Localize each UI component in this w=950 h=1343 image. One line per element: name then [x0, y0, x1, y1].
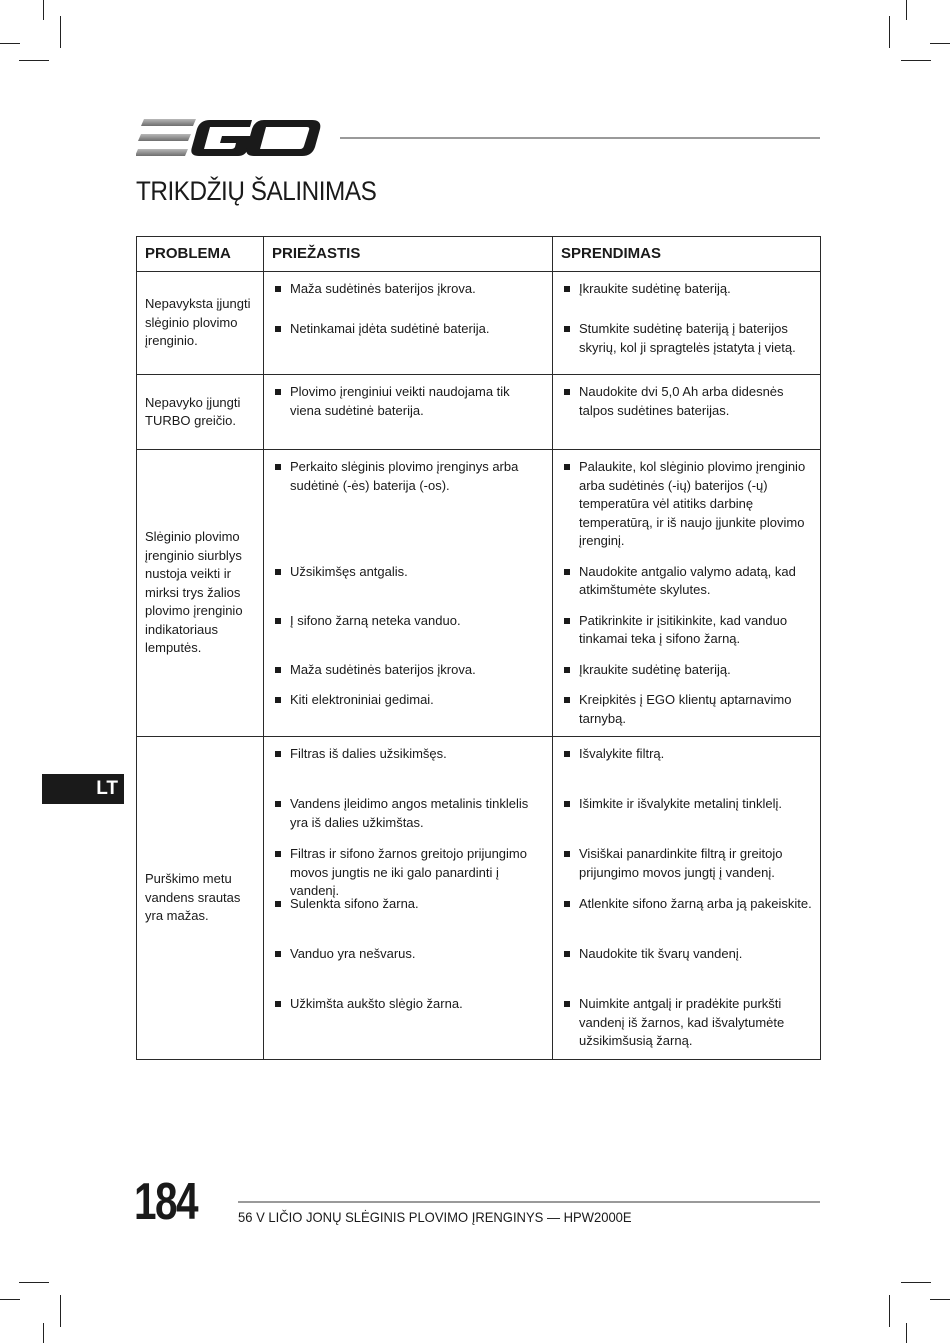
bullet-icon	[564, 801, 570, 807]
bullet-icon	[275, 464, 281, 470]
cause-item	[274, 845, 544, 898]
solution-item	[563, 458, 812, 551]
table-row	[137, 375, 821, 450]
crop-mark	[889, 16, 890, 48]
cause-item	[274, 945, 544, 983]
bullet-icon	[275, 618, 281, 624]
solution-item	[563, 612, 812, 649]
bullet-icon	[275, 697, 281, 703]
bullet-icon	[275, 326, 281, 332]
cause-text: Perkaito slėginis plovimo įrenginys arba sudėtinė (-ės) baterija (-os).	[290, 459, 519, 493]
problem-cell: Nepavyksta įjungti slėginio plovimo įrenginio.	[137, 272, 264, 375]
solution-item	[563, 383, 812, 420]
bullet-icon	[564, 389, 570, 395]
solution-text: Išimkite ir išvalykite metalinį tinklelį.	[579, 796, 782, 811]
bullet-icon	[275, 751, 281, 757]
solution-text: Visiškai panardinkite filtrą ir greitojo prijungimo movos jungtį į vandenį.	[579, 846, 783, 880]
crop-mark	[19, 60, 49, 61]
cause-cell	[264, 737, 553, 1060]
crop-mark	[0, 1299, 20, 1300]
footer-rule	[238, 1201, 820, 1203]
cause-cell	[264, 375, 553, 450]
table-row	[137, 737, 821, 1060]
cause-item	[274, 280, 544, 308]
solution-text: Patikrinkite ir įsitikinkite, kad vanduo tinkamai teka į sifono žarną.	[579, 612, 788, 646]
column-header-problem: PROBLEMA	[137, 237, 264, 272]
cause-cell	[264, 450, 553, 737]
ego-logo	[136, 116, 322, 160]
cause-text: Plovimo įrenginiui veikti naudojama tik viena sudėtinė baterija.	[290, 384, 510, 418]
page-title: TRIKDŽIŲ ŠALINIMAS	[136, 176, 377, 206]
crop-mark	[930, 43, 950, 44]
crop-mark	[43, 1323, 44, 1343]
crop-mark	[0, 43, 20, 44]
solution-cell	[553, 375, 821, 450]
crop-mark	[906, 1323, 907, 1343]
cause-item	[274, 383, 544, 420]
cause-item	[274, 691, 544, 710]
solution-text: Įkraukite sudėtinę bateriją.	[579, 661, 731, 677]
column-header-solution: SPRENDIMAS	[553, 237, 821, 272]
solution-item	[563, 845, 812, 883]
cause-item	[274, 895, 544, 933]
bullet-icon	[275, 1001, 281, 1007]
cause-text: Kiti elektroniniai gedimai.	[290, 692, 434, 707]
bullet-icon	[564, 697, 570, 703]
solution-text: Naudokite antgalio valymo adatą, kad atkimštumėte skylutes.	[579, 563, 796, 597]
cause-text: Netinkamai įdėta sudėtinė baterija.	[290, 321, 490, 336]
bullet-icon	[564, 569, 570, 575]
solution-cell	[553, 737, 821, 1060]
table-header-row	[137, 237, 821, 272]
solution-text: Nuimkite antgalį ir pradėkite purkšti vandenį iš žarnos, kad išvalytumėte užsikimšusią žarną.	[579, 996, 785, 1048]
bullet-icon	[564, 464, 570, 470]
crop-mark	[889, 1295, 890, 1327]
page-number: 184	[134, 1173, 197, 1231]
solution-item	[563, 995, 812, 1051]
cause-item	[274, 320, 544, 339]
cause-item	[274, 563, 544, 600]
bullet-icon	[275, 286, 281, 292]
cause-item	[274, 661, 544, 679]
bullet-icon	[564, 667, 570, 673]
cause-text: Maža sudėtinės baterijos įkrova.	[290, 281, 476, 296]
table-row	[137, 272, 821, 375]
solution-cell	[553, 450, 821, 737]
solution-text: Stumkite sudėtinę bateriją į baterijos skyrių, kol ji spragtelės įstatyta į vietą.	[579, 321, 796, 355]
cause-text: Vanduo yra nešvarus.	[290, 946, 416, 961]
solution-cell	[553, 272, 821, 375]
cause-item	[274, 458, 544, 551]
solution-text: Naudokite tik švarų vandenį.	[579, 946, 743, 961]
cause-cell	[264, 272, 553, 375]
problem-cell: Purškimo metu vandens srautas yra mažas.	[137, 737, 264, 1060]
problem-cell: Slėginio plovimo įrenginio siurblys nustoja veikti ir mirksi trys žalios plovimo įrenginio indikatoriaus lemputės.	[137, 450, 264, 737]
bullet-icon	[564, 1001, 570, 1007]
cause-item	[274, 795, 544, 833]
language-tab: LT	[42, 774, 124, 804]
solution-item	[563, 745, 812, 783]
solution-text: Išvalykite filtrą.	[579, 746, 665, 761]
crop-mark	[901, 60, 931, 61]
crop-mark	[43, 0, 44, 20]
bullet-icon	[275, 851, 281, 857]
table-row	[137, 450, 821, 737]
bullet-icon	[275, 951, 281, 957]
cause-item	[274, 745, 544, 783]
bullet-icon	[275, 667, 281, 673]
solution-item	[563, 280, 812, 308]
solution-item	[563, 945, 812, 983]
solution-item	[563, 320, 812, 357]
crop-mark	[60, 16, 61, 48]
cause-text: Užkimšta aukšto slėgio žarna.	[290, 996, 463, 1011]
troubleshooting-table	[136, 236, 821, 1060]
bullet-icon	[275, 901, 281, 907]
cause-text: Filtras ir sifono žarnos greitojo prijungimo movos jungtis ne iki galo panardinti į vandenį.	[290, 846, 527, 898]
bullet-icon	[564, 326, 570, 332]
crop-mark	[60, 1295, 61, 1327]
cause-item	[274, 995, 544, 1014]
bullet-icon	[564, 901, 570, 907]
solution-text: Naudokite dvi 5,0 Ah arba didesnės talpos sudėtines baterijas.	[579, 384, 784, 418]
cause-text: Maža sudėtinės baterijos įkrova.	[290, 662, 476, 677]
cause-text: Filtras iš dalies užsikimšęs.	[290, 746, 447, 761]
problem-cell: Nepavyko įjungti TURBO greičio.	[137, 375, 264, 450]
crop-mark	[901, 1282, 931, 1283]
crop-mark	[906, 0, 907, 20]
solution-item	[563, 563, 812, 600]
solution-text: Atlenkite sifono žarną arba ją pakeiskite.	[579, 896, 812, 911]
solution-text: Palaukite, kol slėginio plovimo įrenginio arba sudėtinės (-ių) baterijos (-ų) temperatūra vėl atitiks darbinę temperatūrą, ir iš naujo įjunkite plovimo įrenginį.	[579, 459, 806, 548]
bullet-icon	[275, 801, 281, 807]
cause-text: Vandens įleidimo angos metalinis tinklelis yra iš dalies užkimštas.	[290, 796, 529, 830]
cause-text: Į sifono žarną neteka vanduo.	[290, 613, 461, 628]
bullet-icon	[275, 389, 281, 395]
solution-item	[563, 691, 812, 728]
bullet-icon	[564, 751, 570, 757]
solution-text: Kreipkitės į EGO klientų aptarnavimo tarnybą.	[579, 692, 792, 726]
bullet-icon	[564, 286, 570, 292]
footer-text: 56 V LIČIO JONŲ SLĖGINIS PLOVIMO ĮRENGINYS — HPW2000E	[238, 1209, 632, 1225]
solution-text: Įkraukite sudėtinę bateriją.	[579, 281, 731, 296]
column-header-cause: PRIEŽASTIS	[264, 237, 553, 272]
crop-mark	[19, 1282, 49, 1283]
crop-mark	[930, 1299, 950, 1300]
header-rule	[340, 137, 820, 139]
cause-text: Sulenkta sifono žarna.	[290, 896, 419, 911]
bullet-icon	[564, 851, 570, 857]
solution-item	[563, 895, 812, 933]
bullet-icon	[564, 951, 570, 957]
solution-item	[563, 795, 812, 833]
solution-item	[563, 661, 812, 680]
bullet-icon	[564, 618, 570, 624]
bullet-icon	[275, 569, 281, 575]
cause-item	[274, 612, 544, 649]
cause-text: Užsikimšęs antgalis.	[290, 564, 408, 579]
